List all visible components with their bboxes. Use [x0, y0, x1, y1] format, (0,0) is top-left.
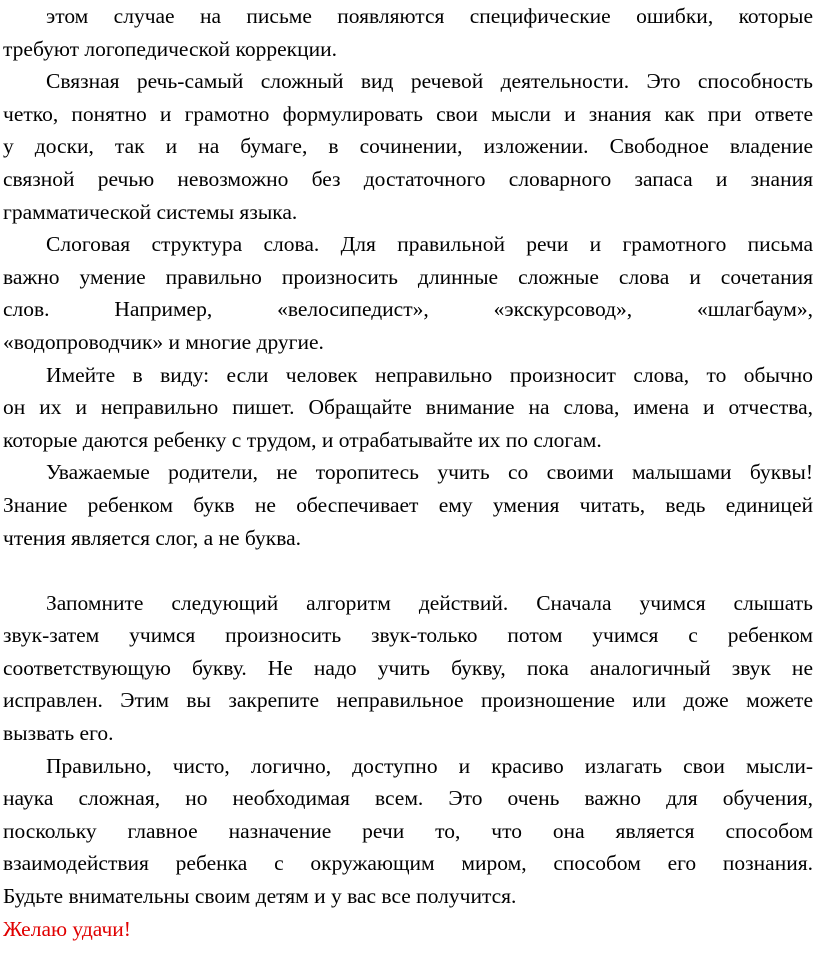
text-line: этом случае на письме появляются специфические ошибки, которые: [46, 4, 813, 28]
text-line: четко, понятно и грамотно формулировать свои мысли и знания как при ответе: [3, 101, 813, 126]
text-line: Запомните следующий алгоритм действий. Сначала учимся слышать: [46, 590, 813, 615]
paragraph: [3, 65, 813, 228]
document-page: [3, 0, 813, 945]
text-line: которые даются ребенку с трудом, и отрабатывайте их по слогам.: [3, 427, 602, 452]
text-line: Правильно, чисто, логично, доступно и красиво излагать свои мысли-: [46, 753, 813, 778]
text-line: Слоговая структура слова. Для правильной речи и грамотного письма: [46, 232, 813, 257]
text-line: у доски, так и на бумаге, в сочинении, изложении. Свободное владение: [3, 134, 813, 159]
closing-wish: Желаю удачи!: [3, 916, 131, 941]
text-line: исправлен. Этим вы закрепите неправильное произношение или доже можете: [3, 688, 813, 713]
paragraph: [3, 359, 813, 457]
text-line: наука сложная, но необходимая всем. Это очень важно для обучения,: [3, 786, 813, 811]
paragraph: [3, 456, 813, 554]
paragraph: [3, 750, 813, 913]
text-line: взаимодействия ребенка с окружающим миром, способом его познания.: [3, 851, 813, 876]
blank-line: [3, 554, 813, 587]
text-line: поскольку главное назначение речи то, что она является способом: [3, 818, 813, 843]
text-line: связной речью невозможно без достаточного словарного запаса и знания: [3, 166, 813, 191]
text-line: грамматической системы языка.: [3, 199, 298, 224]
paragraph: [3, 0, 813, 65]
text-line: Знание ребенком букв не обеспечивает ему умения читать, ведь единицей: [3, 492, 813, 517]
paragraph: [3, 228, 813, 358]
text-line: Связная речь-самый сложный вид речевой деятельности. Это способность: [46, 69, 813, 94]
text-line: Будьте внимательны своим детям и у вас все получится.: [3, 884, 517, 909]
text-line: слов. Например, «велосипедист», «экскурсовод», «шлагбаум»,: [3, 297, 813, 322]
text-line: он их и неправильно пишет. Обращайте внимание на слова, имена и отчества,: [3, 395, 813, 420]
text-line: требуют логопедической коррекции.: [3, 36, 337, 61]
text-line: чтения является слог, а не буква.: [3, 525, 302, 550]
text-line: важно умение правильно произносить длинные сложные слова и сочетания: [3, 264, 813, 289]
text-line: «водопроводчик» и многие другие.: [3, 329, 324, 354]
text-line: вызвать его.: [3, 721, 114, 746]
paragraph: [3, 587, 813, 750]
text-line: соответствующую букву. Не надо учить букву, пока аналогичный звук не: [3, 655, 813, 680]
text-line: Уважаемые родители, не торопитесь учить со своими малышами буквы!: [46, 460, 813, 485]
text-line: Имейте в виду: если человек неправильно произносит слова, то обычно: [46, 362, 813, 387]
text-line: звук-затем учимся произносить звук-только потом учимся с ребенком: [3, 623, 813, 648]
